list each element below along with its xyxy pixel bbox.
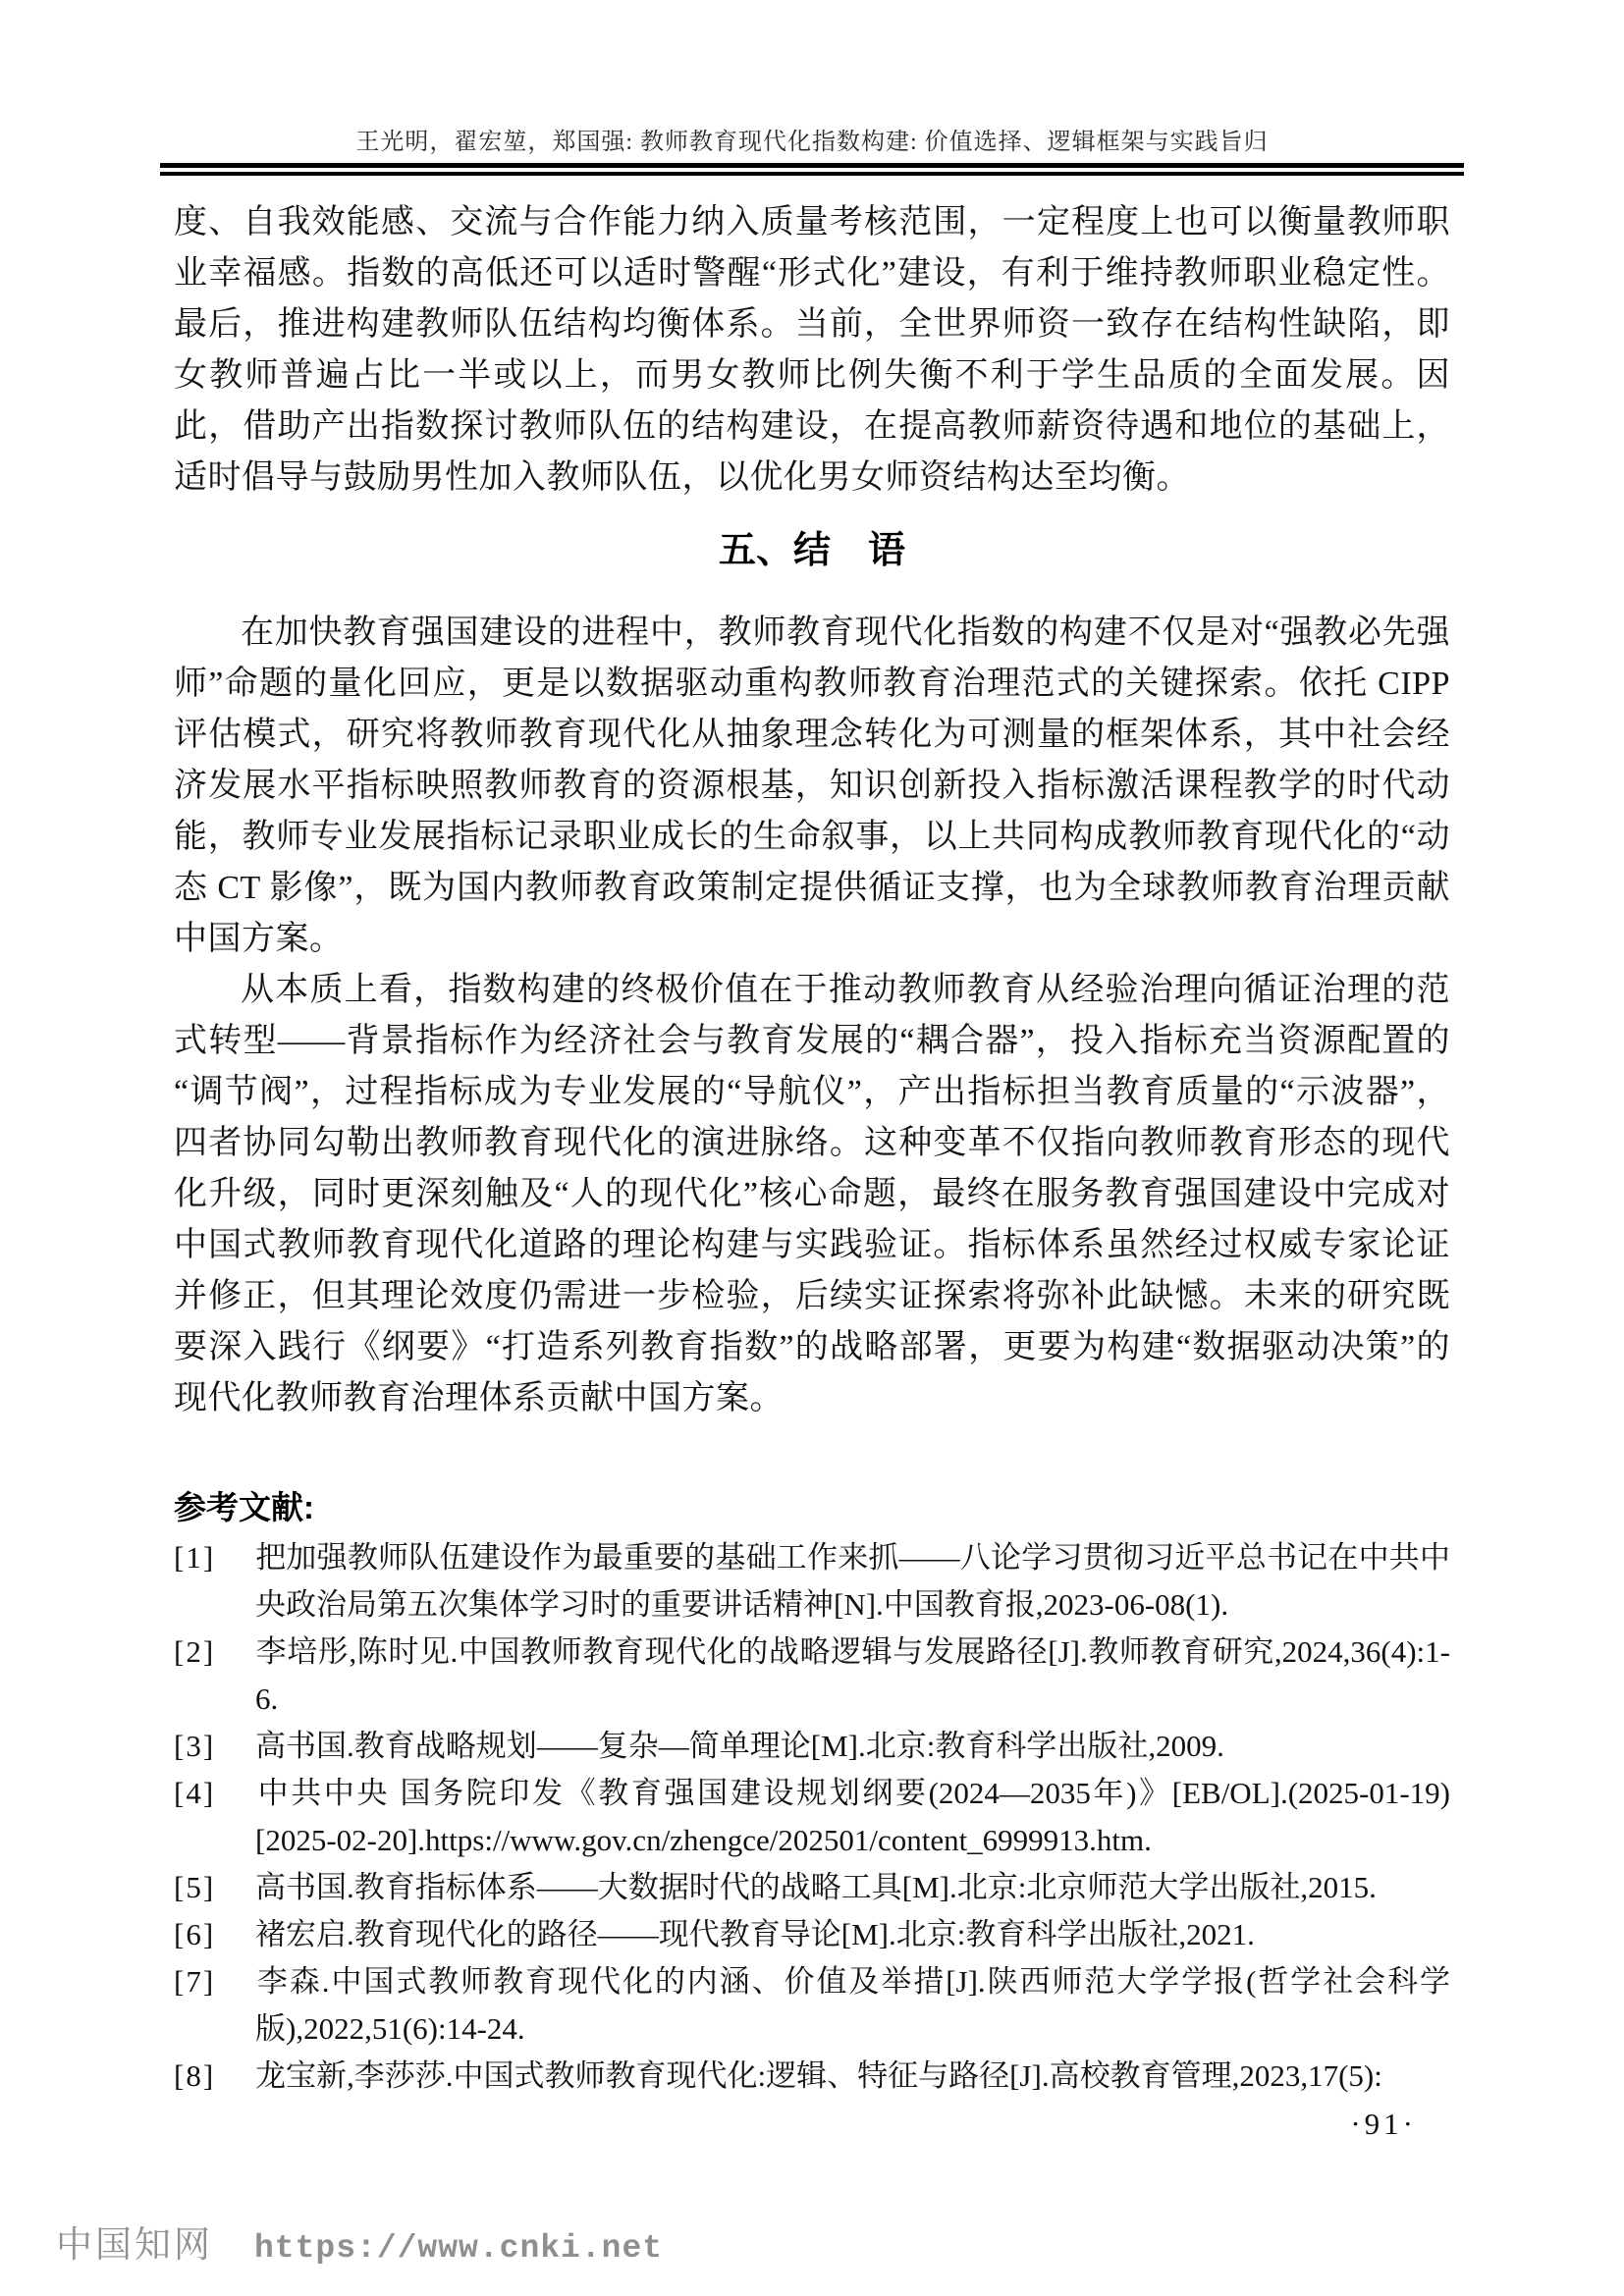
references-list xyxy=(174,1534,1450,2100)
cnki-site-url: https://www.cnki.net xyxy=(254,2230,664,2267)
page-number: ·91· xyxy=(1350,2107,1417,2141)
reference-item xyxy=(174,1723,1450,1770)
reference-text: 褚宏启.教育现代化的路径——现代教育导论[M].北京:教育科学出版社,2021. xyxy=(255,1917,1255,1951)
reference-text: 把加强教师队伍建设作为最重要的基础工作来抓——八论学习贯彻习近平总书记在中共中央政治局第五次集体学习时的重要讲话精神[N].中国教育报,2023-06-08(1). xyxy=(255,1540,1450,1622)
page-content xyxy=(174,197,1450,2100)
conclusion-paragraph-1: 在加快教育强国建设的进程中，教师教育现代化指数的构建不仅是对“强教必先强师”命题的量化回应，更是以数据驱动重构教师教育治理范式的关键探索。依托 CIPP 评估模式，研究将教师教育现代化从抽象理念转化为可测量的框架体系，其中社会经济发展水平指标映照教师教育的资源根基，知识创新投入指标激活课程教学的时代动能，教师专业发展指标记录职业成长的生命叙事，以上共同构成教师教育现代化的“动态 CT 影像”，既为国内教师教育政策制定提供循证支撑，也为全球教师教育治理贡献中国方案。 xyxy=(174,614,1450,957)
reference-label: [2] xyxy=(174,1634,216,1669)
reference-label: [4] xyxy=(174,1776,216,1810)
reference-label: [3] xyxy=(174,1729,216,1763)
reference-item xyxy=(174,2053,1450,2100)
reference-label: [8] xyxy=(174,2058,216,2093)
reference-text: 龙宝新,李莎莎.中国式教师教育现代化:逻辑、特征与路径[J].高校教育管理,2023,17(5): xyxy=(255,2058,1382,2093)
reference-item xyxy=(174,1629,1450,1723)
reference-item xyxy=(174,1770,1450,1864)
reference-text: 李培彤,陈时见.中国教师教育现代化的战略逻辑与发展路径[J].教师教育研究,2024,36(4):1-6. xyxy=(255,1634,1450,1716)
reference-item xyxy=(174,1864,1450,1911)
reference-item xyxy=(174,1911,1450,1958)
reference-label: [7] xyxy=(174,1964,216,1999)
conclusion-intro-paragraph: 度、自我效能感、交流与合作能力纳入质量考核范围，一定程度上也可以衡量教师职业幸福感。指数的高低还可以适时警醒“形式化”建设，有利于维持教师职业稳定性。最后，推进构建教师队伍结构均衡体系。当前，全世界师资一致存在结构性缺陷，即女教师普遍占比一半或以上，而男女教师比例失衡不利于学生品质的全面发展。因此，借助产出指数探讨教师队伍的结构建设，在提高教师薪资待遇和地位的基础上，适时倡导与鼓励男性加入教师队伍，以优化男女师资结构达至均衡。 xyxy=(174,204,1450,496)
references-heading: 参考文献: xyxy=(174,1489,314,1525)
reference-text: 中共中央 国务院印发《教育强国建设规划纲要(2024—2035年)》[EB/OL].(2025-01-19)[2025-02-20].https://www.gov.cn/zhengce/202501/content_6999913.htm. xyxy=(255,1776,1450,1857)
cnki-site-name: 中国知网 xyxy=(56,2225,213,2266)
conclusion-paragraph-2: 从本质上看，指数构建的终极价值在于推动教师教育从经验治理向循证治理的范式转型——背景指标作为经济社会与教育发展的“耦合器”，投入指标充当资源配置的“调节阀”，过程指标成为专业发展的“导航仪”，产出指标担当教育质量的“示波器”，四者协同勾勒出教师教育现代化的演进脉络。这种变革不仅指向教师教育形态的现代化升级，同时更深刻触及“人的现代化”核心命题，最终在服务教育强国建设中完成对中国式教师教育现代化道路的理论构建与实践验证。指标体系虽然经过权威专家论证并修正，但其理论效度仍需进一步检验，后续实证探索将弥补此缺憾。未来的研究既要深入践行《纲要》“打造系列教育指数”的战略部署，更要为构建“数据驱动决策”的现代化教师教育治理体系贡献中国方案。 xyxy=(174,972,1450,1416)
reference-label: [5] xyxy=(174,1870,216,1904)
section-heading-conclusion: 五、结 语 xyxy=(718,530,905,571)
reference-text: 高书国.教育战略规划——复杂—简单理论[M].北京:教育科学出版社,2009. xyxy=(255,1729,1224,1763)
reference-label: [1] xyxy=(174,1540,216,1575)
reference-label: [6] xyxy=(174,1917,216,1951)
reference-item xyxy=(174,1534,1450,1629)
header-divider-rule xyxy=(160,163,1464,176)
running-head: 王光明，翟宏堃，郑国强: 教师教育现代化指数构建: 价值选择、逻辑框架与实践旨归 xyxy=(355,130,1269,155)
cnki-watermark xyxy=(56,2215,663,2268)
reference-text: 高书国.教育指标体系——大数据时代的战略工具[M].北京:北京师范大学出版社,2015. xyxy=(255,1870,1377,1904)
reference-item xyxy=(174,1958,1450,2053)
reference-text: 李森.中国式教师教育现代化的内涵、价值及举措[J].陕西师范大学学报(哲学社会科学版),2022,51(6):14-24. xyxy=(255,1964,1450,2046)
